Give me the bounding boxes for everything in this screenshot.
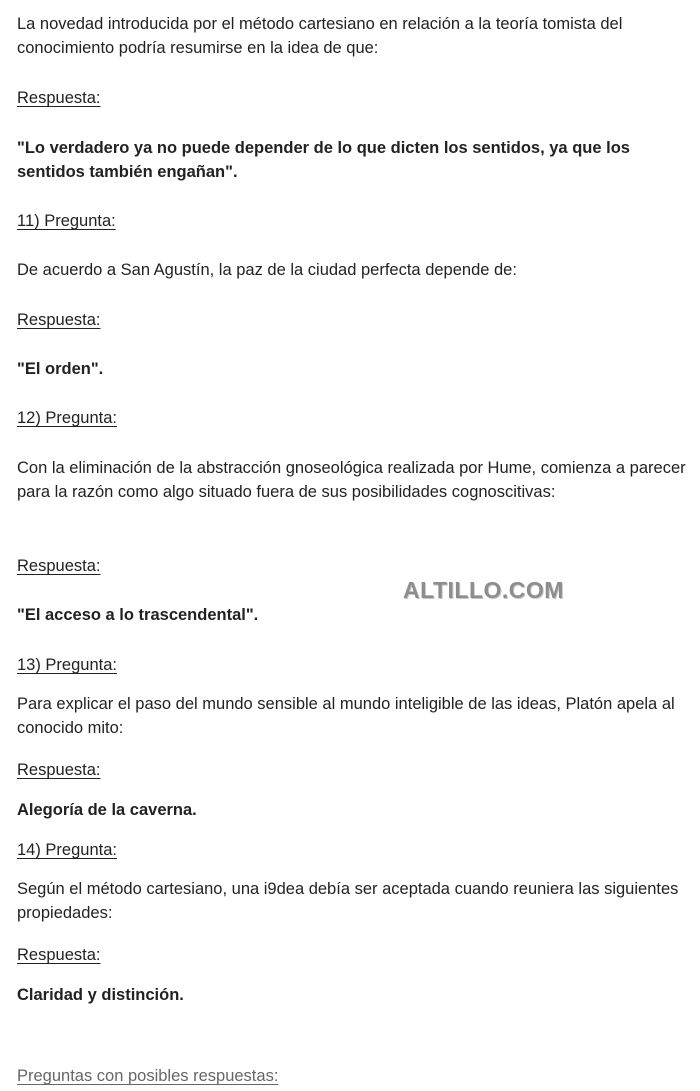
answer-label-12: Respuesta: bbox=[17, 557, 101, 575]
watermark-logo: ALTILLO.COM bbox=[403, 577, 564, 603]
question-text-12: Con la eliminación de la abstracción gnoseológica realizada por Hume, comienza a parecer para la razón como algo situado fuera de sus posibilidades cognoscitivas: bbox=[17, 459, 686, 501]
question-text: La novedad introducida por el método cartesiano en relación a la teoría tomista del conocimiento podría resumirse en la idea de que: bbox=[17, 15, 623, 57]
answer-text: "Lo verdadero ya no puede depender de lo que dicten los sentidos, ya que los sentidos también engañan". bbox=[17, 139, 630, 181]
question-label-14: 14) Pregunta: bbox=[17, 841, 117, 859]
question-label-12: 12) Pregunta: bbox=[17, 409, 117, 427]
answer-label-14: Respuesta: bbox=[17, 946, 101, 964]
answer-text-12: "El acceso a lo trascendental". bbox=[17, 606, 259, 624]
question-label-11: 11) Pregunta: bbox=[17, 212, 116, 230]
question-label-13: 13) Pregunta: bbox=[17, 656, 117, 674]
answer-label-13: Respuesta: bbox=[17, 761, 101, 779]
answer-label: Respuesta: bbox=[17, 89, 101, 107]
answer-text-14: Claridad y distinción. bbox=[17, 986, 184, 1004]
answer-text-13: Alegoría de la caverna. bbox=[17, 801, 197, 819]
answer-text-11: "El orden". bbox=[17, 360, 104, 378]
question-text-11: De acuerdo a San Agustín, la paz de la ciudad perfecta depende de: bbox=[17, 261, 517, 279]
question-text-14: Según el método cartesiano, una i9dea debía ser aceptada cuando reuniera las siguientes propiedades: bbox=[17, 880, 679, 922]
question-text-13: Para explicar el paso del mundo sensible al mundo inteligible de las ideas, Platón apela al conocido mito: bbox=[17, 695, 675, 737]
more-questions-link[interactable]: Preguntas con posibles respuestas: bbox=[17, 1067, 279, 1085]
answer-label-11: Respuesta: bbox=[17, 311, 101, 329]
